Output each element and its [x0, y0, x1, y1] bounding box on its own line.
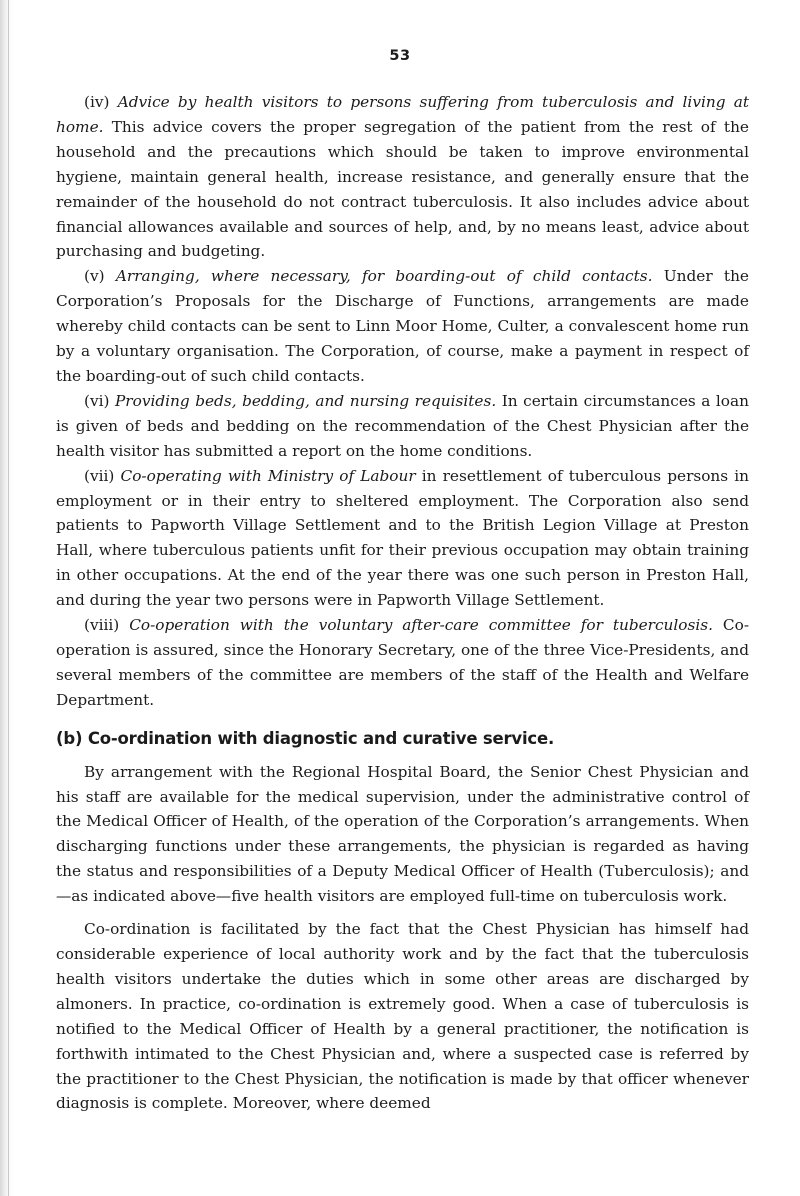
page-number: 53 — [389, 48, 411, 64]
section-heading: (b) Co-ordination with diagnostic and curative service. — [56, 728, 555, 748]
paragraph-title: Advice by health visitors to persons suffering from tuberculosis and living at home. — [56, 93, 749, 136]
section-b-paragraph: Co-ordination is facilitated by the fact that the Chest Physician has himself had considerable experience of local authority work and by the fact that the tuberculosis health visitors undertake the duties which in some other areas are discharged by almoners. In practice, co-ordination is extremely good. When a case of tuberculosis is notified to the Medical Officer of Health by a general practitioner, the notification is forthwith intimated to the Chest Physician and, where a suspected case is referred by the practitioner to the Chest Physician, the notification is made by that officer whenever diagnosis is complete. Moreover, where deemed — [56, 920, 749, 1113]
scanned-page-edge — [0, 0, 14, 1196]
paragraph-title: Providing beds, bedding, and nursing requisites. — [115, 391, 497, 410]
paragraph-viii — [56, 613, 749, 713]
paragraph-body: Co-operation is assured, since the Honorary Secretary, one of the three Vice-Presidents, and several members of the committee are members of the staff of the Health and Welfare Department. — [56, 616, 749, 709]
paragraph-spacer — [56, 909, 749, 917]
paragraph-numeral: (viii) — [84, 616, 120, 635]
paragraph-v — [56, 264, 749, 389]
paragraph-body: Under the Corporation’s Proposals for the Discharge of Functions, arrangements are made whereby child contacts can be sent to Linn Moor Home, Culter, a convalescent home run by a voluntary organisation. The Corporation, of course, make a payment in respect of the boarding-out of such child contacts. — [56, 267, 749, 385]
paragraph-numeral: (iv) — [84, 93, 110, 111]
paragraph-title: Co-operation with the voluntary after-care committee for tuberculosis. — [129, 616, 713, 635]
paragraph-numeral: (vii) — [84, 466, 115, 485]
paragraph-body: in resettlement of tuberculous persons in employment or in their entry to sheltered employment. The Corporation also send patients to Papworth Village Settlement and to the British Legion Village at Preston Hall, where tuberculous patients unfit for their previous occupation may obtain training in other occupations. At the end of the year there was one such person in Preston Hall, and during the year two persons were in Papworth Village Settlement. — [56, 466, 749, 610]
paragraph-numeral: (vi) — [84, 391, 110, 410]
paragraph-vii — [56, 464, 749, 613]
page-body — [56, 90, 749, 1116]
paragraph-body: In certain circumstances a loan is given of beds and bedding on the recommendation of the Chest Physician after the health visitor has submitted a report on the home conditions. — [56, 391, 749, 460]
paragraph-title: Co-operating with Ministry of Labour — [120, 466, 416, 485]
paragraph-title: Arranging, where necessary, for boarding-out of child contacts. — [115, 267, 653, 286]
paragraph-numeral: (v) — [84, 267, 105, 286]
paragraph-vi — [56, 389, 749, 464]
paragraph-body: This advice covers the proper segregation of the patient from the rest of the household and the precautions which should be taken to improve environmental hygiene, maintain general health, increase resistance, and generally ensure that the remainder of the household do not contract tuberculosis. It also includes advice about financial allowances available and sources of help, and, by no means least, advice about purchasing and budgeting. — [56, 117, 749, 261]
section-b-paragraph: By arrangement with the Regional Hospital Board, the Senior Chest Physician and his staff are available for the medical supervision, under the administrative control of the Medical Officer of Health, of the operation of the Corporation’s arrangements. When discharging functions under these arrangements, the physician is regarded as having the status and responsibilities of a Deputy Medical Officer of Health (Tuberculosis); and—as indicated above—five health visitors are employed full-time on tuberculosis work. — [56, 762, 749, 906]
paragraph-iv — [56, 90, 749, 264]
